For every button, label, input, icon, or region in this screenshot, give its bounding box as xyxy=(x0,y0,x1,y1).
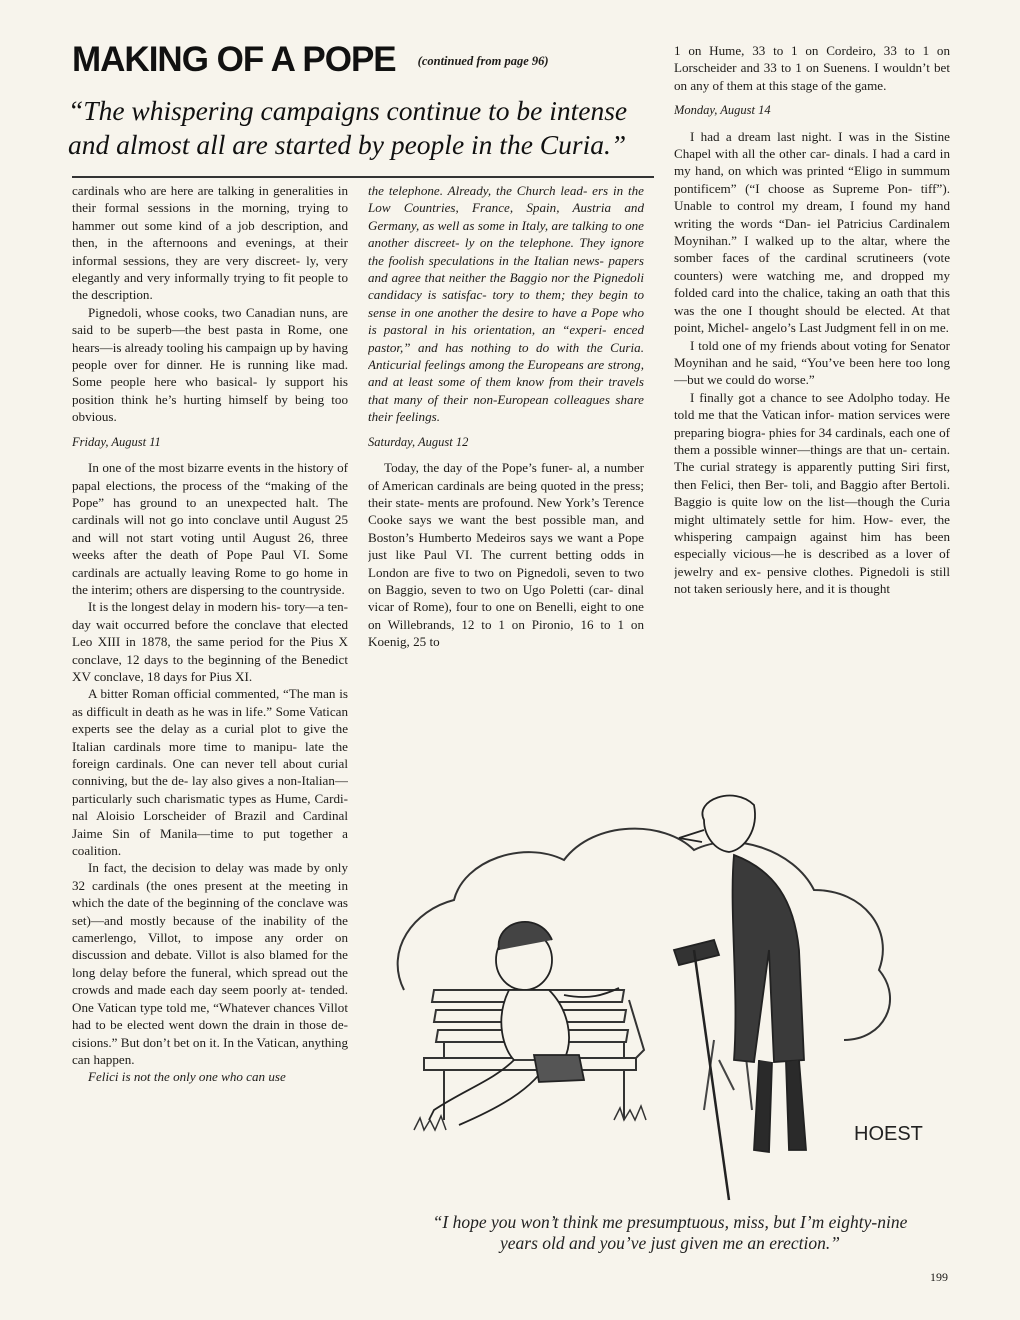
seated-woman-icon xyxy=(429,922,619,1125)
paragraph: 1 on Hume, 33 to 1 on Cordeiro, 33 to 1 on Lorscheider and 33 to 1 on Suenens. I wouldn’t bet on any of them at this stage of the game. xyxy=(674,43,950,93)
diary-date: Friday, August 11 xyxy=(72,434,161,449)
text-column-1 xyxy=(72,182,348,1284)
paragraph: I told one of my friends about voting for Senator Moynihan and he said, “You’ve been here too long—but we could do worse.” xyxy=(674,337,950,388)
paragraph: I had a dream last night. I was in the Sistine Chapel with all the other car- dinals. I had a card in my hand, on which was printed “Eligo in summum pontificem” (“I choose as Supreme Pon- tiff”). Unable to control my dream, I found my hand writing the words “Dan- iel Patricius Cardinalem Moynihan.” I walked up to the altar, where the somber faces of the cardinal scrutineers (vote counters) were watching me, and dropped my folded card into the chalice, taking an oath that this was the one I thought should be elected. At that point, Michel- angelo’s Last Judgment fell in on me. xyxy=(674,128,950,336)
paragraph: In one of the most bizarre events in the history of papal elections, the process of the “making of the Pope” has ground to an unexpected halt. The cardinals will not go into conclave until August 25 and will not start voting until August 26, three weeks after the death of Pope Paul VI. Some cardinals are actually leaving Rome to go home in the interim; others are dispersing to the countryside. xyxy=(72,460,348,597)
pull-quote: “The whispering campaigns continue to be intense and almost all are started by people in the Curia.” xyxy=(68,95,628,160)
paragraph: Today, the day of the Pope’s funer- al, a number of American cardinals are being quoted in the press; their state- ments are profound. New York’s Terence Cooke says we want the best possible man, and Boston’s Humberto Medeiros says we want a Pope just like Paul VI. The current betting odds in London are five to two on Pignedoli, seven to two on Baggio, seven to two on Ugo Poletti (car- dinal vicar of Rome), four to one on Benelli, eight to one on Willebrands, 12 to 1 on Pironio, 16 to 1 on Koenig, 25 to xyxy=(368,460,644,650)
paragraph: In fact, the decision to delay was made by only 32 cardinals (the ones present at the meeting in which the date of the beginning of the conclave was set)—and mostly because of the inability of the camerlengo, Villot, to impose any order on discussion and debate. Villot is also blamed for the long delay before the funeral, which spread out the crowds and made each day seem poorly at- tended. One Vatican type told me, “Whatever chances Villot had to be elected went down the drain in those de- cisions.” But don’t bet on it. In the Vatican, anything can happen. xyxy=(72,860,348,1067)
paragraph: cardinals who are here are talking in generalities in their formal sessions in the morning, trying to hammer out some kind of a job description, and then, in the afternoons and evenings, at their informal sessions, they are very discreet- ly, very elegantly and very informally trying to fit people to the description. xyxy=(72,183,348,303)
page-number: 199 xyxy=(930,1270,948,1284)
old-man-icon xyxy=(674,796,806,1200)
text-column-2 xyxy=(368,182,644,812)
pull-quote-rule xyxy=(72,176,654,178)
paragraph: A bitter Roman official commented, “The man is as difficult in death as he was in life.” Some Vatican experts see the delay as a curial plot to give the Italian cardinals more time to manipu- late the foreign cardinals. One can never tell about curial conniving, but the de- lay also gives a non-Italian—particularly such charismatic types as Hume, Cardi- nal Aloisio Lorscheider of Brazil and Cardinal Jaime Sin of Manila—time to put together a coalition. xyxy=(72,686,348,859)
diary-date: Saturday, August 12 xyxy=(368,434,469,449)
article-title: MAKING OF A POPE xyxy=(72,40,396,79)
paragraph: It is the longest delay in modern his- tory—a ten-day wait occurred before the conclave that elected Leo XIII in 1878, the same period for the Pius X conclave, 12 days to the beginning of the Benedict XV conclave, 18 days for Pius XI. xyxy=(72,599,348,684)
diary-date: Monday, August 14 xyxy=(674,103,771,118)
paragraph: Felici is not the only one who can use xyxy=(88,1069,286,1085)
continued-note: (continued from page 96) xyxy=(417,54,549,68)
grass-icon xyxy=(414,1106,646,1130)
paragraph: Pignedoli, whose cooks, two Canadian nuns, are said to be superb—the best pasta in Rome, one hears—is already tooling his campaign up by having people over for dinner. He is running like mad. Some people here who basical- ly support his position think he’s hurting himself by being too obvious. xyxy=(72,304,348,425)
artist-signature: HOEST xyxy=(854,1123,923,1145)
bush-outline-icon xyxy=(398,829,890,1040)
paragraph: I finally got a chance to see Adolpho today. He told me that the Vatican infor- mation services were preparing biogra- phies for 34 cardinals, each one of them a possible winner—things are that un- certain. The curial strategy is apparently putting Siri first, then Felici, then Ber- toli, and Baggio after Bertoli. Baggio is quite low on the list—though the Curia might ultimately settle for him. How- ever, the whispering campaign against him has been especially vicious—he is described as a lover of jewelry and ex- pensive clothes. Pignedoli is still not taken seriously here, and it is thought xyxy=(674,389,950,597)
cartoon-caption: “I hope you won’t think me presumptuous, miss, but I’m eighty-nine years old and you’ve just given me an erection.” xyxy=(432,1212,908,1253)
paragraph: the telephone. Already, the Church lead- ers in the Low Countries, France, Spain, Austria and Germany, as well as some in Italy, are talking to one another discreet- ly on the telephone. They ignore the foolish speculations in the Italian news- papers and agree that neither the Baggio nor the Pignedoli candidacy is satisfac- tory to them; they begin to sense in one another the desire to have a Pope who is pastoral in his orientation, an “experi- enced pastor,” and has nothing to do with the Curia. Anticurial feelings among the Europeans are strong, and at least some of them know from their travels that many of their non-European colleagues share their feelings. xyxy=(368,183,644,425)
text-column-3 xyxy=(674,42,950,844)
article-header xyxy=(72,40,652,80)
cartoon-illustration xyxy=(374,790,962,1210)
